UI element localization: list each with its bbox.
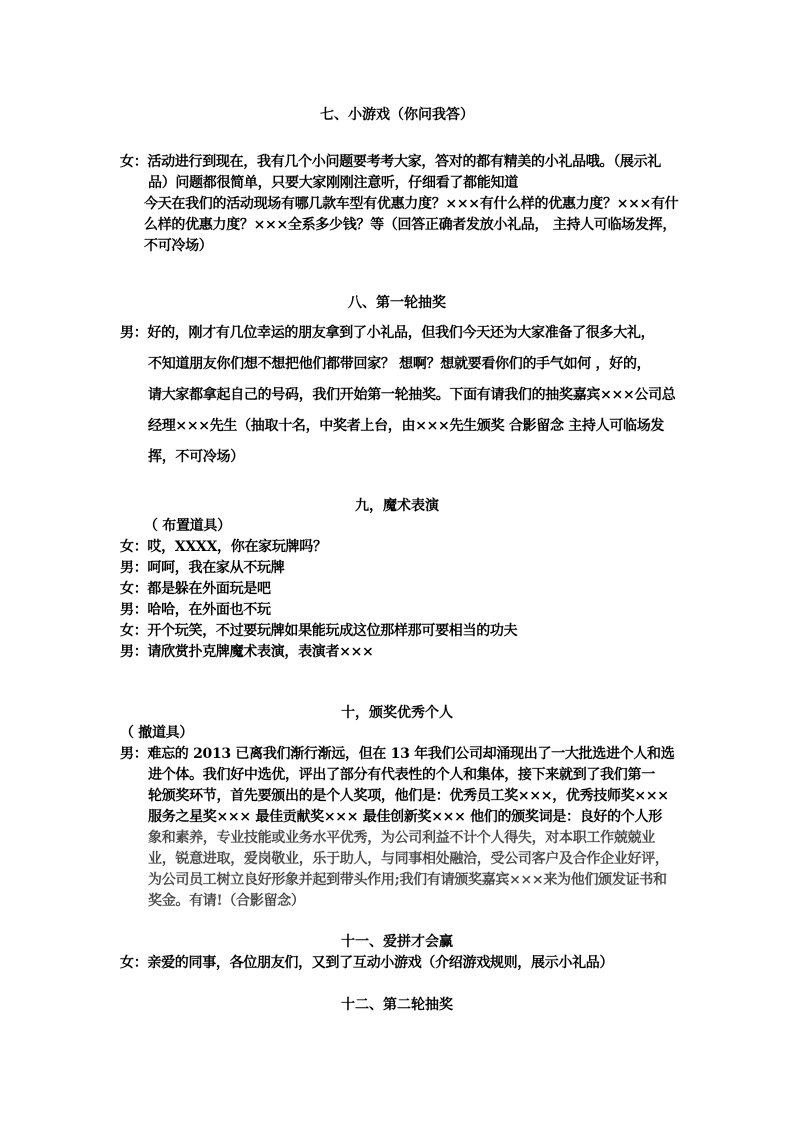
section-9-props-note: （ 布置道具） xyxy=(144,518,231,534)
section-9-line-3: 女：都是躲在外面玩是吧 xyxy=(120,581,271,597)
section-10-title: 十，颁奖优秀个人 xyxy=(341,705,453,721)
section-9-line-4: 男：哈哈，在外面也不玩 xyxy=(120,602,271,618)
section-8-line-5: 挥，不可冷场） xyxy=(148,449,244,465)
section-9-line-1: 女：哎，XXXX，你在家玩牌吗？ xyxy=(120,539,327,555)
section-12-title: 十二、第二轮抽奖 xyxy=(341,997,453,1013)
section-10-line-2: 进个体。我们好中选优，评出了部分有代表性的个人和集体，接下来就到了我们第一 xyxy=(148,767,655,783)
section-7-line-3: 今天在我们的活动现场有哪几款车型有优惠力度？×××有什么样的优惠力度？×××有什 xyxy=(144,196,679,212)
section-7-line-4: 么样的优惠力度？×××全系多少钱？等（回答正确者发放小礼品， 主持人可临场发挥， xyxy=(144,217,677,233)
section-11-line-1: 女：亲爱的同事，各位朋友们，又到了互动小游戏（介绍游戏规则，展示小礼品） xyxy=(120,955,614,971)
section-8-title: 八、第一轮抽奖 xyxy=(348,295,446,311)
section-11-title: 十一、爱拼才会赢 xyxy=(341,934,453,950)
section-9-line-6: 男：请欣赏扑克牌魔术表演，表演者××× xyxy=(120,644,374,660)
section-7-title: 七、小游戏（你问我答） xyxy=(320,107,474,123)
section-10-props-note: （ 撤道具） xyxy=(120,725,194,741)
section-9-line-5: 女：开个玩笑，不过要玩牌如果能玩成这位那样那可要相当的功夫 xyxy=(120,623,518,639)
section-8-line-3: 请大家都拿起自己的号码，我们开始第一轮抽奖。下面有请我们的抽奖嘉宾×××公司总 xyxy=(148,387,676,403)
section-8-line-1: 男：好的，刚才有几位幸运的朋友拿到了小礼品，但我们今天还为大家准备了很多大礼， xyxy=(120,325,655,341)
section-7-line-1: 女：活动进行到现在，我有几个小问题要考考大家，答对的都有精美的小礼品哦。（展示礼 xyxy=(120,154,661,170)
section-7-line-5: 不可冷场） xyxy=(144,238,213,254)
section-9-line-2: 男：呵呵，我在家从不玩牌 xyxy=(120,560,285,576)
section-9-title: 九，魔术表演 xyxy=(355,498,439,514)
section-8-line-4: 经理×××先生（抽取十名，中奖者上台，由×××先生颁奖 合影留念 主持人可临场发 xyxy=(148,418,665,434)
section-10-line-1: 男：难忘的 2013 已离我们渐行渐远，但在 13 年我们公司却涌现出了一大批选进个人和选 xyxy=(120,746,675,762)
section-10-line-3: 轮颁奖环节，首先要颁出的是个人奖项，他们是：优秀员工奖×××，优秀技师奖××× xyxy=(148,788,669,804)
section-10-line-8: 奖金。有请!（合影留念） xyxy=(148,893,305,909)
section-10-line-4: 服务之星奖××× 最佳贡献奖××× 最佳创新奖××× 他们的颁奖词是：良好的个人形 xyxy=(148,809,662,825)
section-10-line-6: 业，锐意进取，爱岗敬业，乐于助人，与同事相处融洽，受公司客户及合作企业好评， xyxy=(148,851,669,867)
section-7-line-2: 品）问题都很简单，只要大家刚刚注意听，仔细看了都能知道 xyxy=(148,175,518,191)
section-10-line-5: 象和素养，专业技能或业务水平优秀，为公司利益不计个人得失，对本职工作兢兢业 xyxy=(148,830,655,846)
section-10-line-7: 为公司员工树立良好形象并起到带头作用;我们有请颁奖嘉宾×××来为他们颁发证书和 xyxy=(148,872,667,888)
section-8-line-2: 不知道朋友你们想不想把他们都带回家？ 想啊？想就要看你们的手气如何 ，好的， xyxy=(148,356,651,372)
